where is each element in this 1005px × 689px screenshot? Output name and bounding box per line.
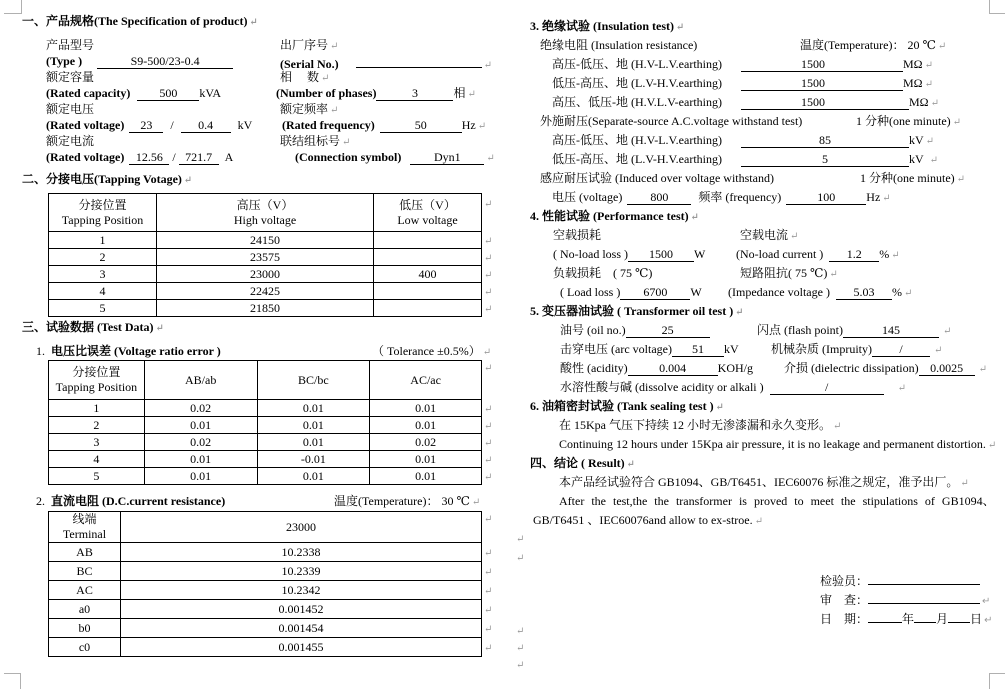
table-row xyxy=(49,451,482,468)
induced-frequency-unit: Hz xyxy=(866,190,881,204)
header-ac: AC/ac xyxy=(370,361,482,400)
separate-source-time: 1 分种(one minute) ↵ xyxy=(856,114,962,128)
insulation-resistance-temp: 温度(Temperature)： 20 ℃ ↵ xyxy=(800,38,947,52)
type-value: S9-500/23-0.4 xyxy=(97,55,233,69)
cell-terminal: a0 xyxy=(49,600,121,619)
inspector-label: 检验员： xyxy=(820,574,869,588)
flash-point-row: 闪点 (flash point) 145 ↵ xyxy=(757,323,952,337)
table-row xyxy=(49,543,482,562)
cell-ac: 0.01 xyxy=(370,417,482,434)
cell-ab: 0.01 xyxy=(144,451,257,468)
cell-lv xyxy=(374,232,482,249)
acidity-row: 酸性 (acidity) 0.004 KOH/g xyxy=(560,361,753,375)
serial-value xyxy=(356,54,482,68)
dielectric-row: 介损 (dielectric dissipation) 0.0025 ↵ xyxy=(784,361,988,375)
cell-terminal: AB xyxy=(49,543,121,562)
table-row xyxy=(49,638,482,657)
noload-loss-value: 1500 xyxy=(628,248,694,262)
current-separator: / xyxy=(172,150,176,164)
cell-bc: 0.01 xyxy=(257,434,370,451)
ratio-tolerance: （ Tolerance ±0.5%） ↵ xyxy=(372,344,492,358)
header-23000: 23000 xyxy=(121,512,482,543)
crop-mark-bottom-left xyxy=(4,673,21,689)
load-loss-value: 6700 xyxy=(620,286,690,300)
table-header-row xyxy=(49,361,482,400)
header-tapping-position: 分接位置 Tapping Position xyxy=(49,361,145,400)
row-mark: ↵ xyxy=(484,270,493,281)
table-row xyxy=(49,562,482,581)
phases-unit: 相 xyxy=(453,86,466,100)
cell-ac: 0.01 xyxy=(370,468,482,485)
table-row xyxy=(49,283,482,300)
inspector-row xyxy=(820,571,980,588)
cell-position: 4 xyxy=(49,283,157,300)
table-row xyxy=(49,300,482,317)
result-text-en-line2: GB/T6451 、IEC60076and allow to ex-stroe. ↵ xyxy=(533,513,764,527)
dc-temperature: 温度(Temperature)： 30 ℃ ↵ xyxy=(334,494,481,508)
table-row xyxy=(49,266,482,283)
cell-lv xyxy=(374,249,482,266)
soluble-row: 水溶性酸与碱 (dissolve acidity or alkali ) / ↵ xyxy=(560,380,907,394)
current-lv-value: 721.7 xyxy=(179,151,219,165)
cell-hv: 23000 xyxy=(157,266,374,283)
header-bc: BC/bc xyxy=(257,361,370,400)
noload-current-label-cn: 空载电流 ↵ xyxy=(740,228,799,242)
cell-resistance: 10.2339 xyxy=(121,562,482,581)
cell-ab: 0.02 xyxy=(144,434,257,451)
cell-ac: 0.01 xyxy=(370,400,482,417)
row-mark: ↵ xyxy=(484,514,493,525)
voltage-ratio-table xyxy=(48,360,482,485)
section3-heading: 三、试验数据 (Test Data) ↵ xyxy=(22,320,164,334)
cell-bc: 0.01 xyxy=(257,417,370,434)
date-label: 日 期： xyxy=(820,612,869,626)
cell-hv: 22425 xyxy=(157,283,374,300)
serial-row: (Serial No.) ↵ xyxy=(280,54,492,73)
row-mark: ↵ xyxy=(484,253,493,264)
frequency-row: (Rated frequency) 50 Hz ↵ xyxy=(282,118,487,132)
cell-ab: 0.01 xyxy=(144,417,257,434)
header-terminal: 线端 Terminal xyxy=(49,512,121,543)
cell-terminal: b0 xyxy=(49,619,121,638)
month-field[interactable] xyxy=(914,609,936,623)
cell-position: 4 xyxy=(49,451,145,468)
induced-label: 感应耐压试验 (Induced over voltage withstand) xyxy=(540,171,774,185)
current-row xyxy=(46,150,233,165)
impedance-value: 5.03 xyxy=(836,286,892,300)
cell-resistance: 10.2342 xyxy=(121,581,482,600)
performance-heading: 4. 性能试验 (Performance test) ↵ xyxy=(530,209,699,223)
capacity-value: 500 xyxy=(137,87,199,101)
current-unit: A xyxy=(224,150,234,164)
cell-hv: 21850 xyxy=(157,300,374,317)
row-mark: ↵ xyxy=(484,455,493,466)
paragraph-mark: ↵ xyxy=(516,643,525,654)
induced-frequency-label: 频率 (frequency) xyxy=(698,190,782,204)
row-mark: ↵ xyxy=(484,472,493,483)
cell-terminal: c0 xyxy=(49,638,121,657)
capacity-row xyxy=(46,86,221,101)
capacity-label-cn: 额定容量 xyxy=(46,70,95,84)
noload-current-row: (No-load current ) 1.2 % ↵ xyxy=(736,247,900,261)
voltage-label-en: (Rated voltage) xyxy=(46,118,125,132)
row-mark: ↵ xyxy=(484,586,493,597)
row-mark: ↵ xyxy=(484,236,493,247)
voltage-hv-value: 23 xyxy=(129,119,163,133)
tank-heading: 6. 油箱密封试验 (Tank sealing test ) ↵ xyxy=(530,399,724,413)
acidity-value: 0.004 xyxy=(628,362,718,376)
reviewer-label: 审 查： xyxy=(820,593,869,607)
impedance-row: (Impedance voltage ) 5.03 % ↵ xyxy=(728,285,913,299)
insulation-row-value: 1500 MΩ ↵ xyxy=(741,57,933,73)
cell-terminal: BC xyxy=(49,562,121,581)
connection-value: Dyn1 xyxy=(410,151,484,165)
insulation-heading: 3. 绝缘试验 (Insulation test) ↵ xyxy=(530,19,685,33)
table-row xyxy=(49,249,482,266)
row-mark: ↵ xyxy=(484,363,493,374)
row-mark: ↵ xyxy=(484,438,493,449)
table-header-row xyxy=(49,512,482,543)
paragraph-mark: ↵ xyxy=(516,626,525,637)
cell-resistance: 0.001454 xyxy=(121,619,482,638)
header-high-voltage: 高压（V） High voltage xyxy=(157,194,374,232)
cell-ab: 0.02 xyxy=(144,400,257,417)
header-tapping-position: 分接位置 Tapping Position xyxy=(49,194,157,232)
cell-hv: 23575 xyxy=(157,249,374,266)
cell-resistance: 10.2338 xyxy=(121,543,482,562)
induced-values-row: 电压 (voltage) 800 频率 (frequency) 100 Hz ↵ xyxy=(552,190,891,204)
ratio-error-title: 1. 电压比误差 (Voltage ratio error ) xyxy=(36,344,221,358)
cell-position: 3 xyxy=(49,266,157,283)
noload-current-value: 1.2 xyxy=(829,248,879,262)
capacity-label-en: (Rated capacity) xyxy=(46,86,131,100)
cell-lv xyxy=(374,300,482,317)
impedance-label-cn: 短路阻抗( 75 ℃) ↵ xyxy=(740,266,838,280)
cell-ab: 0.01 xyxy=(144,468,257,485)
cell-position: 2 xyxy=(49,417,145,434)
insulation-row-value: 1500 MΩ ↵ xyxy=(741,95,939,111)
day-field[interactable] xyxy=(948,609,970,623)
table-row xyxy=(49,600,482,619)
voltage-row xyxy=(46,118,252,133)
impurity-value: / xyxy=(872,343,930,357)
cell-position: 1 xyxy=(49,232,157,249)
load-loss-label-cn: 负载损耗 ( 75 ℃) xyxy=(553,266,653,280)
cell-resistance: 0.001452 xyxy=(121,600,482,619)
type-label-en: (Type ) xyxy=(46,54,83,68)
cell-position: 3 xyxy=(49,434,145,451)
table-row xyxy=(49,434,482,451)
table-row xyxy=(49,468,482,485)
dc-resistance-title: 2. 直流电阻 (D.C.current resistance) xyxy=(36,494,226,508)
cell-ac: 0.02 xyxy=(370,434,482,451)
insulation-resistance-label: 绝缘电阻 (Insulation resistance) xyxy=(540,38,698,52)
row-mark: ↵ xyxy=(484,624,493,635)
connection-label-en: (Connection symbol) xyxy=(295,150,402,164)
dc-resistance-table xyxy=(48,511,482,657)
dielectric-value: 0.0025 xyxy=(919,362,975,376)
reviewer-row: 审 查： ↵ xyxy=(820,590,990,609)
cell-position: 5 xyxy=(49,300,157,317)
current-hv-value: 12.56 xyxy=(129,151,169,165)
cell-terminal: AC xyxy=(49,581,121,600)
capacity-unit: kVA xyxy=(199,86,222,100)
connection-row: (Connection symbol) Dyn1 ↵ xyxy=(295,150,495,164)
paragraph-mark: ↵ xyxy=(516,553,525,564)
paragraph-mark: ↵ xyxy=(516,534,525,545)
current-label-cn: 额定电流 xyxy=(46,134,95,148)
induced-voltage-value: 800 xyxy=(627,191,691,205)
voltage-unit: kV xyxy=(237,118,253,132)
header-ab: AB/ab xyxy=(144,361,257,400)
cell-lv xyxy=(374,283,482,300)
phases-label-cn: 相 数 ↵ xyxy=(280,70,330,84)
frequency-value: 50 xyxy=(380,119,462,133)
insulation-row-label: 高压-低压、地 (H.V-L.V.earthing) xyxy=(552,57,722,71)
frequency-label-cn: 额定频率 ↵ xyxy=(280,102,339,116)
frequency-unit: Hz xyxy=(461,118,476,132)
induced-voltage-label: 电压 (voltage) xyxy=(552,190,623,204)
noload-loss-label-cn: 空载损耗 xyxy=(553,228,602,242)
arc-voltage-row: 击穿电压 (arc voltage) 51 kV xyxy=(560,342,739,356)
cell-ac: 0.01 xyxy=(370,451,482,468)
inspector-field[interactable] xyxy=(868,571,980,585)
voltage-lv-value: 0.4 xyxy=(181,119,231,133)
cell-position: 2 xyxy=(49,249,157,266)
row-mark: ↵ xyxy=(484,404,493,415)
serial-label-en: (Serial No.) xyxy=(280,57,339,71)
cell-lv: 400 xyxy=(374,266,482,283)
separate-row-label: 高压-低压、地 (H.V-L.V.earthing) xyxy=(552,133,722,147)
flash-point-value: 145 xyxy=(843,324,939,338)
cell-bc: -0.01 xyxy=(257,451,370,468)
date-row: 日 期： 年 月 日 ↵ xyxy=(820,609,992,628)
arc-voltage-value: 51 xyxy=(672,343,724,357)
separate-row-value: 85 kV ↵ xyxy=(741,133,934,149)
row-mark: ↵ xyxy=(484,605,493,616)
oil-heading: 5. 变压器油试验 ( Transformer oil test ) ↵ xyxy=(530,304,744,318)
tank-text-en: Continuing 12 hours under 15Kpa air pressure, it is no leakage and permanent distortion. ↵ xyxy=(559,437,997,451)
separate-row-value: 5 kV ↵ xyxy=(741,152,938,168)
table-row xyxy=(49,581,482,600)
induced-frequency-value: 100 xyxy=(786,191,866,205)
row-mark: ↵ xyxy=(484,287,493,298)
current-label-en: (Rated voltage) xyxy=(46,150,125,164)
section2-heading: 二、分接电压(Tapping Votage) ↵ xyxy=(22,172,193,186)
separate-source-label: 外施耐压(Separate-source A.C.voltage withstand test) xyxy=(540,114,803,128)
result-heading: 四、结论 ( Result) ↵ xyxy=(530,456,636,470)
tank-text-cn: 在 15Kpa 气压下持续 12 小时无渗漆漏和永久变形。 ↵ xyxy=(559,418,842,432)
table-header-row xyxy=(49,194,482,232)
voltage-separator: / xyxy=(170,118,174,132)
row-mark: ↵ xyxy=(484,421,493,432)
connection-label-cn: 联结组标号 ↵ xyxy=(280,134,351,148)
insulation-row-label: 低压-高压、地 (L.V-H.V.earthing) xyxy=(552,76,722,90)
serial-label-cn: 出厂序号 ↵ xyxy=(280,38,339,52)
crop-mark-bottom-right xyxy=(989,673,1005,689)
type-row xyxy=(46,54,233,69)
cell-bc: 0.01 xyxy=(257,468,370,485)
cell-resistance: 0.001455 xyxy=(121,638,482,657)
table-row xyxy=(49,232,482,249)
cell-position: 1 xyxy=(49,400,145,417)
header-low-voltage: 低压（V） Low voltage xyxy=(374,194,482,232)
crop-mark-top-left xyxy=(4,0,22,14)
induced-time: 1 分种(one minute) ↵ xyxy=(860,171,966,185)
phases-label-en: (Number of phases) xyxy=(276,86,377,100)
insulation-row-label: 高压、低压-地 (H.V.L.V-earthing) xyxy=(552,95,722,109)
table-row xyxy=(49,619,482,638)
oil-no-value: 25 xyxy=(626,324,710,338)
cell-position: 5 xyxy=(49,468,145,485)
insulation-row-value: 1500 MΩ ↵ xyxy=(741,76,933,92)
cell-bc: 0.01 xyxy=(257,400,370,417)
row-mark: ↵ xyxy=(484,548,493,559)
impurity-row: 机械杂质 (Impruity) / ↵ xyxy=(771,342,943,356)
phases-row: (Number of phases) 3 相 ↵ xyxy=(276,86,476,100)
reviewer-field[interactable] xyxy=(868,590,980,604)
result-text-cn: 本产品经试验符合 GB1094、GB/T6451、IEC60076 标准之规定，准予出厂。 ↵ xyxy=(559,475,969,489)
cell-hv: 24150 xyxy=(157,232,374,249)
result-text-en-line1: After the test,the the transformer is proved to meet the stipulations of GB1094、 xyxy=(559,494,995,508)
oil-no-row: 油号 (oil no.) 25 xyxy=(560,323,710,338)
separate-row-label: 低压-高压、地 (L.V-H.V.earthing) xyxy=(552,152,722,166)
load-loss-row: ( Load loss ) 6700 W xyxy=(560,285,702,299)
voltage-label-cn: 额定电压 xyxy=(46,102,95,116)
frequency-label-en: (Rated frequency) xyxy=(282,118,375,132)
row-mark: ↵ xyxy=(484,304,493,315)
type-label-cn: 产品型号 xyxy=(46,38,95,52)
tapping-voltage-table xyxy=(48,193,482,317)
noload-loss-row: ( No-load loss ) 1500 W xyxy=(553,247,706,261)
row-mark: ↵ xyxy=(484,567,493,578)
soluble-value: / xyxy=(770,381,884,395)
table-row xyxy=(49,400,482,417)
table-row xyxy=(49,417,482,434)
year-field[interactable] xyxy=(868,609,902,623)
row-mark: ↵ xyxy=(484,643,493,654)
crop-mark-top-right xyxy=(989,0,1005,14)
row-mark: ↵ xyxy=(484,199,493,210)
section1-heading: 一、产品规格(The Specification of product) ↵ xyxy=(22,14,258,28)
phases-value: 3 xyxy=(376,87,453,101)
paragraph-mark: ↵ xyxy=(516,660,525,671)
